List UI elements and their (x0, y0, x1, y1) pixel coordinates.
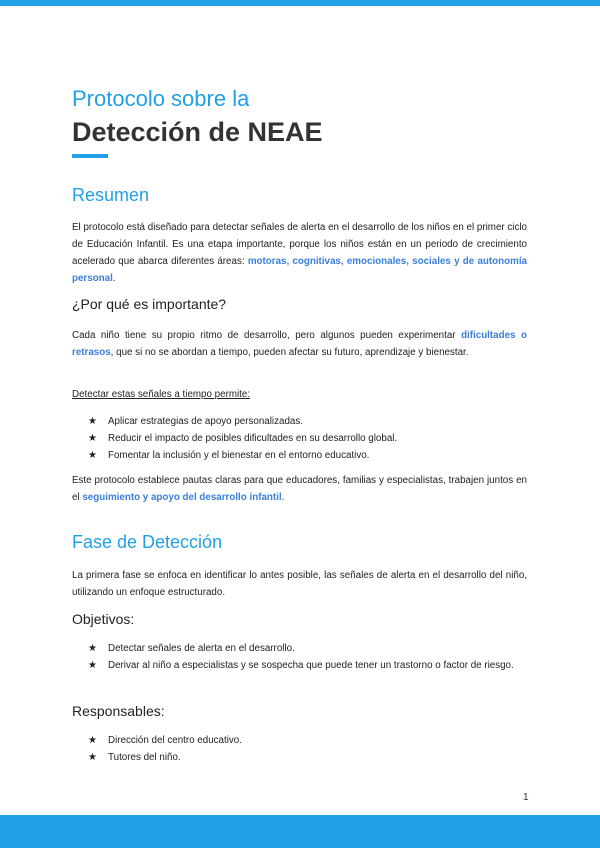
list-item: ★ Dirección del centro educativo. (72, 732, 527, 749)
resumen-paragraph-3: Este protocolo establece pautas claras para que educadores, familias y especialistas, trabajen juntos en el seguimiento y apoyo del desarrollo infantil. (72, 475, 527, 503)
title-underline (72, 154, 108, 158)
star-bullet-icon: ★ (88, 660, 97, 671)
highlight-difficulties: dificultades o retrasos (72, 330, 527, 358)
list-item: ★ Fomentar la inclusión y el bienestar en el entorno educativo. (72, 447, 527, 464)
list-item: ★ Derivar al niño a especialistas y se sospecha que puede tener un trastorno o factor de riesgo. (72, 657, 527, 674)
list-item: ★ Reducir el impacto de posibles dificultades en su desarrollo global. (72, 430, 527, 447)
list-item: ★ Detectar señales de alerta en el desarrollo. (72, 640, 527, 657)
benefits-list (72, 413, 527, 464)
page-number: 1 (523, 792, 529, 803)
highlight-areas: motoras, cognitivas, emocionales, sociales y de autonomía personal (72, 256, 527, 284)
fase-intro-paragraph: La primera fase se enfoca en identificar lo antes posible, las señales de alerta en el desarrollo del niño, utilizando un enfoque estructurado. (72, 570, 527, 598)
permite-label: Detectar estas señales a tiempo permite: (72, 389, 251, 400)
document-subtitle: Protocolo sobre la (72, 86, 250, 111)
document-title: Detección de NEAE (72, 117, 323, 147)
responsables-list (72, 732, 527, 766)
star-bullet-icon: ★ (88, 433, 97, 444)
top-accent-bar (0, 0, 600, 6)
resumen-paragraph-1: El protocolo está diseñado para detectar señales de alerta en el desarrollo de los niños en el primer ciclo de Educación Infantil. Es una etapa importante, porque los niños están en un periodo de crecimiento acelerado que abarca diferentes áreas: motoras, cognitivas, emocionales, sociales y de autonomía personal. (72, 222, 527, 284)
star-bullet-icon: ★ (88, 752, 97, 763)
star-bullet-icon: ★ (88, 450, 97, 461)
section-heading-resumen: Resumen (72, 185, 150, 205)
star-bullet-icon: ★ (88, 416, 97, 427)
star-bullet-icon: ★ (88, 643, 97, 654)
section-heading-fase-deteccion: Fase de Detección (72, 532, 223, 552)
highlight-followup: seguimiento y apoyo del desarrollo infantil (82, 492, 282, 503)
subheading-responsables: Responsables: (72, 703, 165, 719)
list-item: ★ Aplicar estrategias de apoyo personalizadas. (72, 413, 527, 430)
objetivos-list (72, 640, 527, 674)
star-bullet-icon: ★ (88, 735, 97, 746)
bottom-accent-bar (0, 815, 600, 848)
resumen-paragraph-2: Cada niño tiene su propio ritmo de desarrollo, pero algunos pueden experimentar dificultades o retrasos, que si no se abordan a tiempo, pueden afectar su futuro, aprendizaje y bienestar. (72, 330, 527, 358)
subheading-objetivos: Objetivos: (72, 611, 135, 627)
list-item: ★ Tutores del niño. (72, 749, 527, 766)
subheading-why-important: ¿Por qué es importante? (72, 296, 227, 312)
